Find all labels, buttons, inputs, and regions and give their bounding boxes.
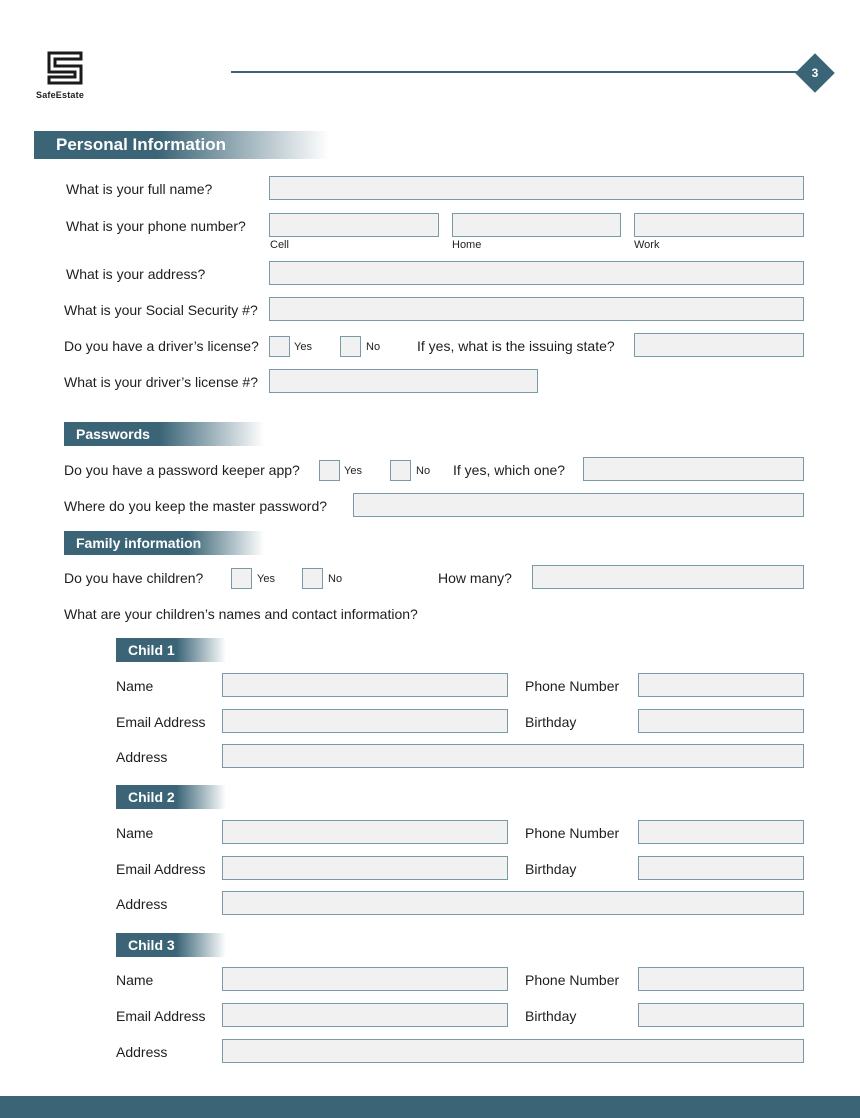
which-app-label: If yes, which one? <box>453 462 566 478</box>
child-2-phone-field[interactable] <box>638 820 804 844</box>
how-many-field[interactable] <box>532 565 804 589</box>
phone-work-field[interactable] <box>634 213 804 237</box>
child-1-address-label: Address <box>116 749 168 765</box>
child-2-address-field[interactable] <box>222 891 804 915</box>
child-3-email-label: Email Address <box>116 1008 206 1024</box>
child-3-birthday-label: Birthday <box>525 1008 577 1024</box>
section-passwords: Passwords <box>64 422 264 446</box>
child-2-birthday-field[interactable] <box>638 856 804 880</box>
keeper-no-checkbox[interactable] <box>390 460 411 481</box>
issuing-state-field[interactable] <box>634 333 804 357</box>
child-3-phone-label: Phone Number <box>525 972 620 988</box>
children-contact-label: What are your children’s names and contact information? <box>64 606 418 622</box>
how-many-label: How many? <box>438 570 512 586</box>
child-2-email-label: Email Address <box>116 861 206 877</box>
children-yes-checkbox[interactable] <box>231 568 252 589</box>
license-no-label: No <box>366 341 381 353</box>
children-no-label: No <box>328 573 343 585</box>
child-3-name-field[interactable] <box>222 967 508 991</box>
ssn-label: What is your Social Security #? <box>64 302 258 318</box>
child-1-name-field[interactable] <box>222 673 508 697</box>
full-name-label: What is your full name? <box>66 181 213 197</box>
brand-logo <box>36 50 96 100</box>
issuing-state-label: If yes, what is the issuing state? <box>417 338 615 354</box>
child-1-header: Child 1 <box>116 638 226 662</box>
child-1-birthday-label: Birthday <box>525 714 577 730</box>
child-3-name-label: Name <box>116 972 154 988</box>
address-label: What is your address? <box>66 266 206 282</box>
brand-name: SafeEstate <box>36 90 85 100</box>
child-3-email-field[interactable] <box>222 1003 508 1027</box>
keeper-yes-checkbox[interactable] <box>319 460 340 481</box>
which-app-field[interactable] <box>583 457 804 481</box>
child-1-phone-field[interactable] <box>638 673 804 697</box>
child-1-birthday-field[interactable] <box>638 709 804 733</box>
page-number: 3 <box>811 66 819 80</box>
child-2-address-label: Address <box>116 896 168 912</box>
license-number-label: What is your driver’s license #? <box>64 374 259 390</box>
child-2-name-label: Name <box>116 825 154 841</box>
children-no-checkbox[interactable] <box>302 568 323 589</box>
ssn-field[interactable] <box>269 297 804 321</box>
license-yes-label: Yes <box>294 341 312 353</box>
license-number-field[interactable] <box>269 369 538 393</box>
full-name-field[interactable] <box>269 176 804 200</box>
header-rule <box>231 71 811 73</box>
child-2-birthday-label: Birthday <box>525 861 577 877</box>
license-no-checkbox[interactable] <box>340 336 361 357</box>
children-yes-label: Yes <box>257 573 275 585</box>
license-yes-checkbox[interactable] <box>269 336 290 357</box>
child-1-email-label: Email Address <box>116 714 206 730</box>
child-2-name-field[interactable] <box>222 820 508 844</box>
phone-work-caption: Work <box>634 239 660 251</box>
password-keeper-label: Do you have a password keeper app? <box>64 462 300 478</box>
master-password-label: Where do you keep the master password? <box>64 498 328 514</box>
footer-bar <box>0 1096 860 1118</box>
section-family-information: Family information <box>64 531 264 555</box>
phone-home-caption: Home <box>452 239 482 251</box>
address-field[interactable] <box>269 261 804 285</box>
children-question-label: Do you have children? <box>64 570 204 586</box>
child-3-phone-field[interactable] <box>638 967 804 991</box>
license-question-label: Do you have a driver’s license? <box>64 338 259 354</box>
child-1-address-field[interactable] <box>222 744 804 768</box>
child-3-header: Child 3 <box>116 933 226 957</box>
child-2-phone-label: Phone Number <box>525 825 620 841</box>
child-3-address-label: Address <box>116 1044 168 1060</box>
section-personal-information: Personal Information <box>34 131 329 159</box>
child-1-phone-label: Phone Number <box>525 678 620 694</box>
child-1-name-label: Name <box>116 678 154 694</box>
master-password-field[interactable] <box>353 493 804 517</box>
child-1-email-field[interactable] <box>222 709 508 733</box>
phone-home-field[interactable] <box>452 213 621 237</box>
child-3-address-field[interactable] <box>222 1039 804 1063</box>
keeper-no-label: No <box>416 465 431 477</box>
phone-cell-field[interactable] <box>269 213 439 237</box>
child-2-header: Child 2 <box>116 785 226 809</box>
child-3-birthday-field[interactable] <box>638 1003 804 1027</box>
s-logo-icon <box>46 50 84 86</box>
child-2-email-field[interactable] <box>222 856 508 880</box>
keeper-yes-label: Yes <box>344 465 362 477</box>
phone-label: What is your phone number? <box>66 218 246 234</box>
phone-cell-caption: Cell <box>270 239 289 251</box>
